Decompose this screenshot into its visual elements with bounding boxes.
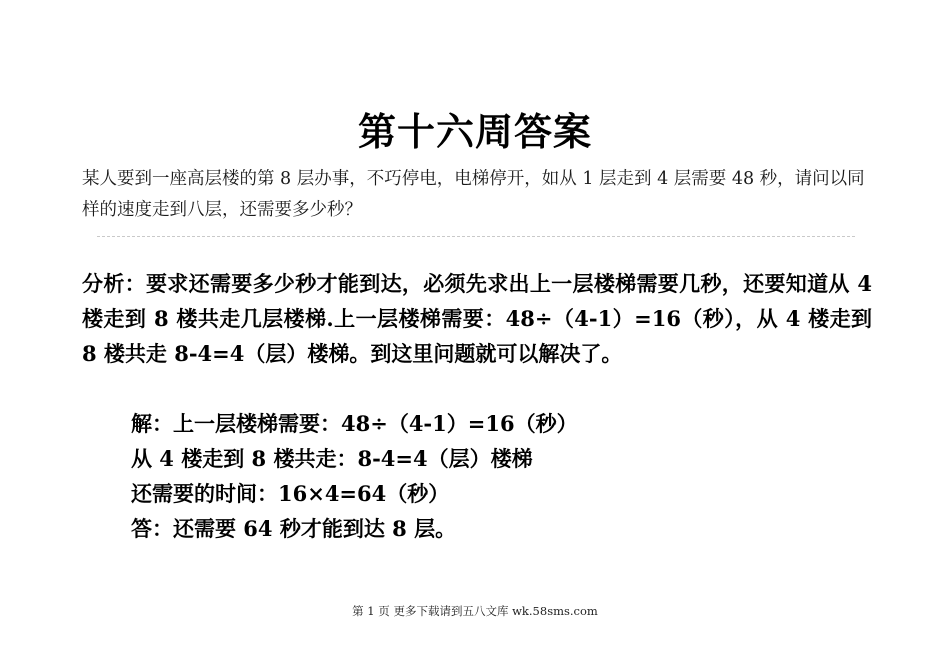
answer-line: 答：还需要 64 秒才能到达 8 层。 (131, 516, 457, 541)
page-footer: 第 1 页 更多下载请到五八文库 wk.58sms.com (352, 604, 598, 618)
solution-line-1: 解：上一层楼梯需要：48÷（4-1）=16（秒） (131, 411, 578, 436)
page-title: 第十六周答案 (357, 109, 592, 154)
question-text: 某人要到一座高层楼的第 8 层办事，不巧停电，电梯停开，如从 1 层走到 4 层需要 48 秒，请问以同样的速度走到八层，还需要多少秒？ (82, 169, 865, 220)
solution-line-3: 还需要的时间：16×4=64（秒） (131, 481, 450, 506)
solution-block (131, 406, 851, 546)
solution-line-2: 从 4 楼走到 8 楼共走：8-4=4（层）楼梯 (131, 446, 533, 471)
divider (97, 236, 855, 237)
analysis-paragraph: 分析：要求还需要多少秒才能到达，必须先求出上一层楼梯需要几秒，还要知道从 4 楼走到 8 楼共走几层楼梯.上一层楼梯需要：48÷（4-1）=16（秒），从 4 楼走到 8 楼共走 8-4=4（层）楼梯。到这里问题就可以解决了。 (82, 271, 872, 366)
